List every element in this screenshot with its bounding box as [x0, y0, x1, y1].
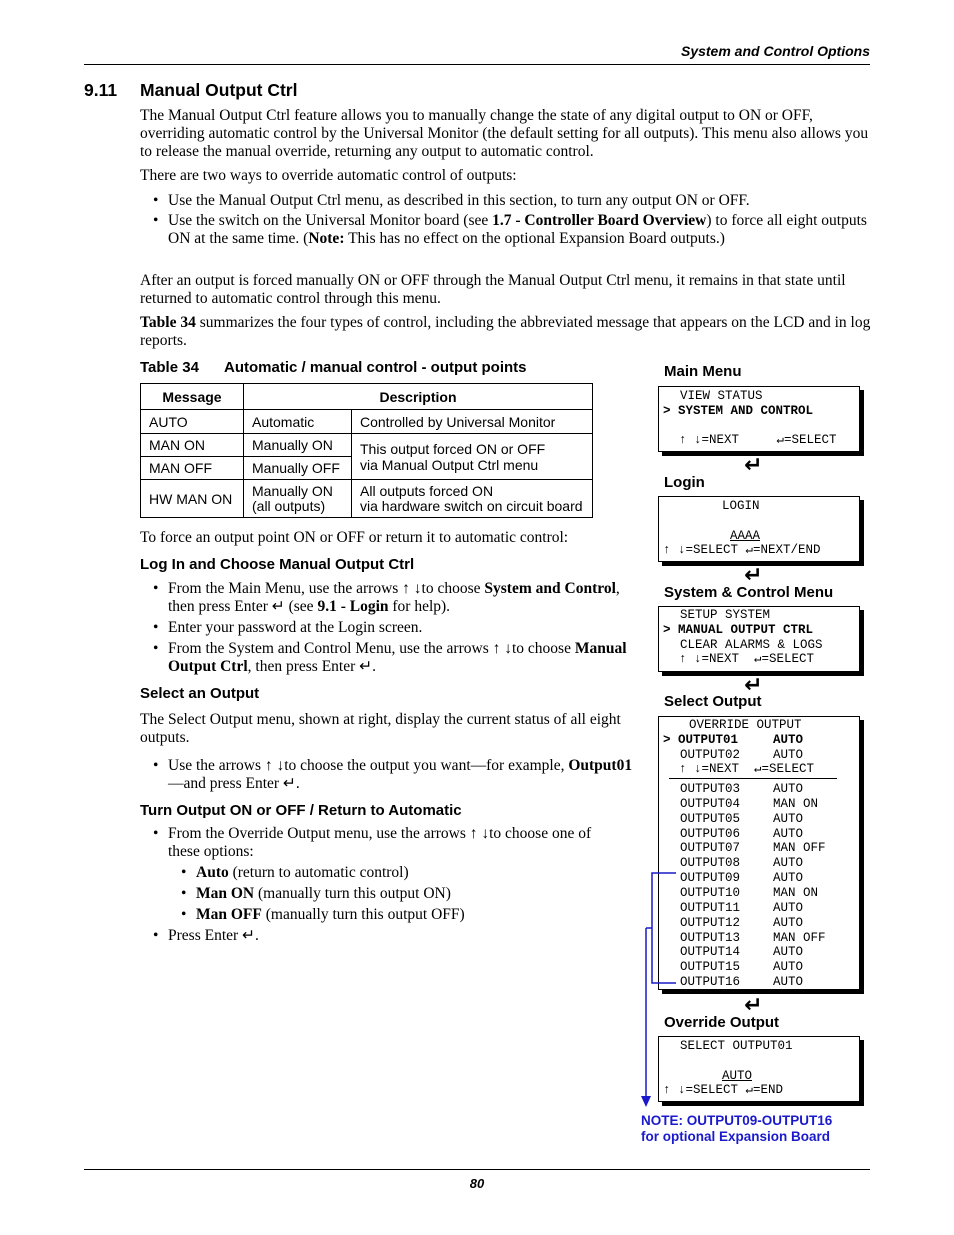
header-rule: [84, 64, 870, 65]
enter-icon: ↵: [744, 453, 763, 478]
override-output-label: Override Output: [664, 1014, 780, 1031]
intro-paragraph-4: Table 34 summarizes the four types of control, including the abbreviated message that appears on the LCD and in log reports.: [140, 314, 871, 349]
output-row-name: OUTPUT06: [680, 826, 741, 841]
output-row-state: MAN ON: [773, 796, 819, 811]
table-row: MAN OFF Manually OFF: [141, 457, 593, 480]
arrow-head-icon: [641, 1096, 651, 1107]
intro-paragraph-2: There are two ways to override automatic control of outputs:: [140, 167, 517, 184]
login-menu-label: Login: [664, 474, 705, 491]
table-header: Message: [141, 384, 244, 410]
select-output-screen: OVERRIDE OUTPUT > OUTPUT01 AUTO OUTPUT02 AUTO ↑ ↓=NEXT ↵=SELECT OUTPUT03 AUTO OUTPUT04 MAN ON OUTPUT05 AUTO OUTPUT06 AUTO OUTPUT07 MAN OFF OUTPUT08 AUTO OUTPUT09 AUTO OUTPUT10 MAN ON OUTPUT11 AUTO OUTPUT12 AUTO OUTPUT13 MAN OFF OUTPUT14 AUTO OUTPUT15 AUTO OUTPUT16 AUTO: [658, 716, 860, 990]
control-types-table: [140, 383, 593, 518]
table-row: MAN ON Manually ON This output forced ON or OFF via Manual Output Ctrl menu: [141, 434, 593, 457]
output-row-name: OUTPUT03: [680, 782, 741, 796]
section-title: Manual Output Ctrl: [140, 80, 298, 100]
expansion-bracket: [635, 868, 680, 1108]
output-row-name: OUTPUT16: [680, 975, 741, 990]
system-control-screen: SETUP SYSTEM > MANUAL OUTPUT CTRL CLEAR ALARMS & LOGS ↑ ↓=NEXT ↵=SELECT: [658, 606, 860, 672]
table-row: HW MAN ON Manually ON (all outputs) All outputs forced ON via hardware switch on circuit board: [141, 480, 593, 518]
select-heading: Select an Output: [140, 685, 260, 702]
output-row-state: AUTO: [773, 782, 804, 796]
output-row-state: MAN OFF: [773, 930, 826, 945]
output-row-state: AUTO: [773, 975, 804, 990]
output-row-state: AUTO: [773, 871, 804, 886]
output-row-state: MAN ON: [773, 885, 819, 900]
output-row-name: OUTPUT10: [680, 885, 741, 900]
table-row: AUTO Automatic Controlled by Universal Monitor: [141, 410, 593, 434]
output-row-state: AUTO: [773, 856, 804, 871]
output-row-name: OUTPUT08: [680, 856, 741, 871]
output-row-state: AUTO: [773, 960, 804, 975]
section-number: 9.11: [84, 80, 118, 100]
table-header: Description: [244, 384, 593, 410]
running-header: System and Control Options: [680, 43, 870, 59]
output-row-state: AUTO: [773, 826, 804, 841]
enter-icon: ↵: [744, 993, 763, 1018]
output-row-state: AUTO: [773, 945, 804, 960]
footer-rule: [84, 1169, 870, 1170]
output-row-name: OUTPUT05: [680, 811, 741, 826]
select-paragraph: The Select Output menu, shown at right, display the current status of all eight outputs.: [140, 711, 621, 746]
output-row-name: OUTPUT13: [680, 930, 741, 945]
output-row-state: AUTO: [773, 811, 804, 826]
cross-reference: 1.7 - Controller Board Overview: [492, 212, 707, 229]
main-menu-screen: VIEW STATUS > SYSTEM AND CONTROL ↑ ↓=NEXT ↵=SELECT: [658, 386, 860, 452]
output-row-name: OUTPUT09: [680, 871, 741, 886]
login-screen: LOGIN AAAA ↑ ↓=SELECT ↵=NEXT/END: [658, 496, 860, 562]
enter-icon: ↵: [744, 673, 763, 698]
login-heading: Log In and Choose Manual Output Ctrl: [140, 556, 415, 573]
main-menu-label: Main Menu: [664, 363, 742, 380]
bracket-line: [652, 873, 676, 983]
intro-paragraph-3: After an output is forced manually ON or OFF through the Manual Output Ctrl menu, it remains in that state until returned to automatic control through this menu.: [140, 272, 846, 307]
output-row-name: OUTPUT12: [680, 915, 741, 930]
select-output-label: Select Output: [664, 693, 762, 710]
output-row-name: OUTPUT14: [680, 945, 741, 960]
table-caption: Table 34 Automatic / manual control - output points: [140, 359, 527, 376]
enter-icon: ↵: [744, 563, 763, 588]
output-row-state: AUTO: [773, 900, 804, 915]
output-row-state: MAN OFF: [773, 841, 826, 856]
system-control-menu-label: System & Control Menu: [664, 584, 834, 601]
force-paragraph: To force an output point ON or OFF or return it to automatic control:: [140, 529, 569, 546]
intro-paragraph-1: The Manual Output Ctrl feature allows you to manually change the state of any digital output to ON or OFF, overriding automatic control by the Universal Monitor (the default setting for all outputs). This menu also allows you to release the manual override, returning any output to automatic control.: [140, 107, 869, 160]
screen-divider: [669, 778, 837, 779]
turn-heading: Turn Output ON or OFF / Return to Automatic: [140, 802, 462, 819]
output-row-state: AUTO: [773, 915, 804, 930]
output-row-name: OUTPUT04: [680, 796, 741, 811]
section-heading: [84, 80, 297, 101]
output-row-name: OUTPUT15: [680, 960, 741, 975]
output-row-name: OUTPUT07: [680, 841, 741, 856]
output-row-name: OUTPUT11: [680, 900, 741, 915]
expansion-note: NOTE: OUTPUT09-OUTPUT16 for optional Expansion Board: [641, 1113, 833, 1144]
page-number: 80: [469, 1176, 485, 1191]
override-output-screen: SELECT OUTPUT01 AUTO ↑ ↓=SELECT ↵=END: [658, 1036, 860, 1102]
